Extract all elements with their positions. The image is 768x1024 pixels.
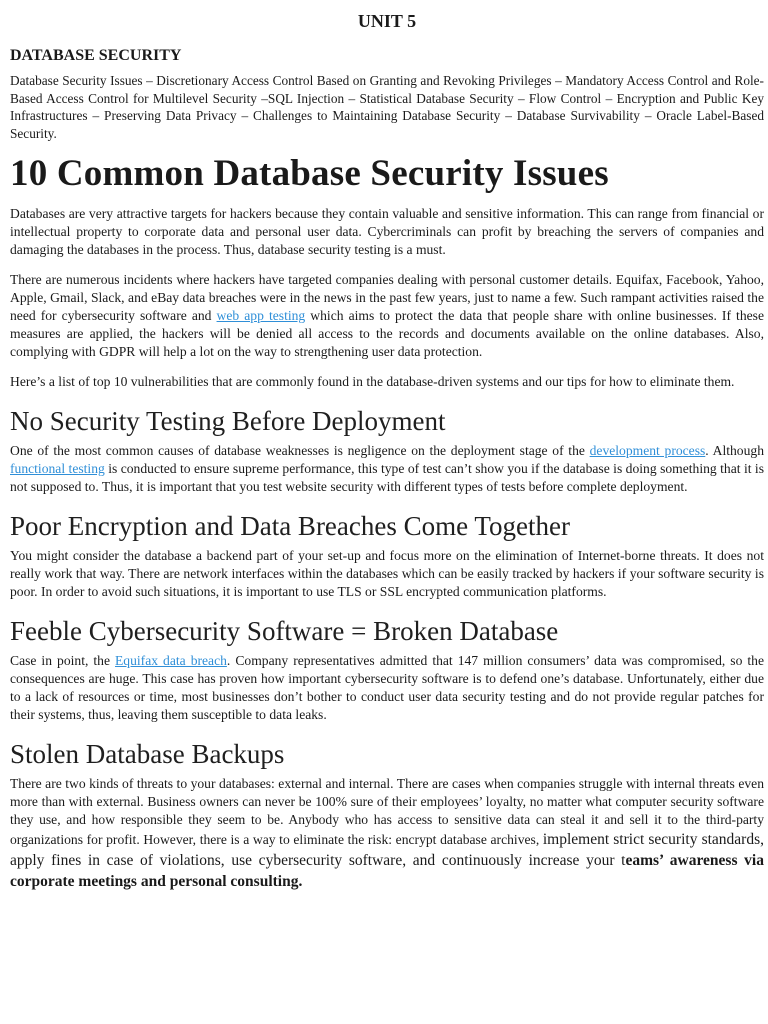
- intro-paragraph-1: Databases are very attractive targets for hackers because they contain valuable and sensitive information. This can range from financial or intellectual property to corporate data and personal user data. Cybercriminals can profit by breaching the servers of companies and damaging the databases in the process. Thus, database security testing is a must.: [10, 205, 764, 257]
- s0-text-after: is conducted to ensure supreme performance, this type of test can’t show you if the database is doing something that it is not supposed to. Thus, it is important that you test website security with different types of tests before complete deployment.: [10, 460, 764, 494]
- s3-text-large: implement strict security standards, apply fines in case of violations, use cybersecurity software, and continuously increase your t: [10, 830, 764, 869]
- main-heading: 10 Common Database Security Issues: [10, 152, 609, 194]
- section-label: DATABASE SECURITY: [10, 47, 182, 64]
- section-paragraph-no-security-testing: [10, 442, 764, 496]
- intro-p2-text-after: which aims to protect the data that people share with online businesses. If these measures are applied, the hackers will be denied all access to the records and documents available on the online databases. Also, complying with GDPR will help a lot on the way to strengthening user data protection.: [10, 307, 764, 359]
- development-process-link[interactable]: development process: [589, 442, 706, 458]
- section-paragraph-feeble-cybersecurity: [10, 652, 764, 724]
- s0-text-before: One of the most common causes of database weaknesses is negligence on the deployment stage of the: [10, 442, 590, 458]
- topics-list: Database Security Issues – Discretionary Access Control Based on Granting and Revoking Privileges – Mandatory Access Control and Role-Based Access Control for Multilevel Security –SQL Injection – Statistical Database Security – Flow Control – Encryption and Public Key Infrastructures – Preserving Data Privacy – Challenges to Maintaining Database Security – Database Survivability – Oracle Label-Based Security.: [10, 73, 764, 142]
- intro-p2-text-before: There are numerous incidents where hackers have targeted companies dealing with personal customer details. Equifax, Facebook, Yahoo, Apple, Gmail, Slack, and eBay data breaches were in the news in the past few years, just to name a few. Such rampant activities raised the need for cybersecurity software and: [10, 271, 764, 323]
- section-paragraph-poor-encryption: You might consider the database a backend part of your set-up and focus more on the elimination of Internet-borne threats. It does not really work that way. There are network interfaces within the databases which can be easily tracked by hackers if your software security is poor. In order to avoid such situations, it is important to use TLS or SSL encrypted communication platforms.: [10, 547, 764, 599]
- section-heading-feeble-cybersecurity: Feeble Cybersecurity Software = Broken Database: [10, 615, 559, 646]
- section-heading-poor-encryption: Poor Encryption and Data Breaches Come Together: [10, 510, 570, 541]
- s3-text-bold: eams’ awareness via corporate meetings and personal consulting.: [10, 851, 764, 890]
- intro-paragraph-2: [10, 271, 764, 361]
- section-heading-stolen-backups: Stolen Database Backups: [10, 738, 285, 769]
- s0-text-mid: . Although: [705, 442, 764, 458]
- functional-testing-link[interactable]: functional testing: [10, 460, 105, 476]
- section-heading-no-security-testing: No Security Testing Before Deployment: [10, 405, 446, 436]
- equifax-data-breach-link[interactable]: Equifax data breach: [115, 652, 227, 668]
- s2-text-after: . Company representatives admitted that 147 million consumers’ data was compromised, so the consequences are huge. This case has proven how important cybersecurity software is to defend one’s database. Unfortunately, either due to a lack of resources or time, most businesses don’t bother to conduct user data security testing and do not provide regular patches for their systems, thus, leaving them susceptible to data leaks.: [10, 652, 764, 722]
- section-paragraph-stolen-backups: [10, 775, 764, 892]
- web-app-testing-link[interactable]: web app testing: [216, 307, 306, 323]
- s3-text-main: There are two kinds of threats to your databases: external and internal. There are cases when companies struggle with internal threats even more than with external. Business owners can never be 100% sure of their employees’ loyalty, no matter what computer security software they use, and how responsible they seem to be. Anybody who has access to sensitive data can steal it and sell it to the third-party organizations for profit. However, there is a way to eliminate the risk: encrypt database archives,: [10, 775, 764, 847]
- s2-text-before: Case in point, the: [10, 652, 115, 668]
- unit-title: UNIT 5: [357, 11, 417, 31]
- intro-paragraph-3: Here’s a list of top 10 vulnerabilities that are commonly found in the database-driven systems and our tips for how to eliminate them.: [10, 373, 735, 389]
